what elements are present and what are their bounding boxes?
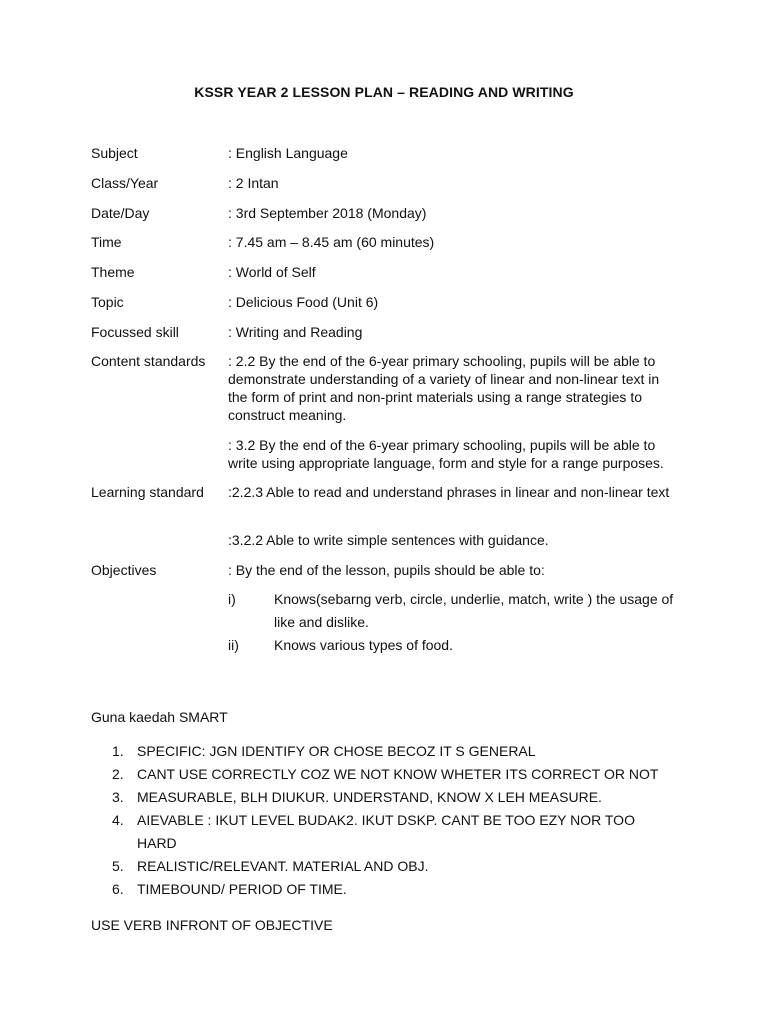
field-label: Content standards xyxy=(91,353,206,369)
field-value: : 7.45 am – 8.45 am (60 minutes) xyxy=(228,234,435,250)
field-label: Class/Year xyxy=(91,175,159,191)
list-number: 1. xyxy=(112,743,124,759)
learning-standard-item: :2.2.3 Able to read and understand phrases in linear and non-linear text xyxy=(228,484,670,500)
content-standard-item: : 3.2 By the end of the 6-year primary schooling, pupils will be able to write using appropriate language, form and style for a range purposes. xyxy=(228,437,664,471)
objective-text: Knows various types of food. xyxy=(274,637,453,653)
objective-number: ii) xyxy=(228,637,239,653)
field-value: : 3rd September 2018 (Monday) xyxy=(228,205,427,221)
list-number: 4. xyxy=(112,812,124,828)
list-number: 3. xyxy=(112,789,124,805)
objective-number: i) xyxy=(228,591,236,607)
list-text: REALISTIC/RELEVANT. MATERIAL AND OBJ. xyxy=(137,858,429,874)
content-standard-item: : 2.2 By the end of the 6-year primary schooling, pupils will be able to demonstrate understanding of a variety of linear and non-linear text in the form of print and non-print materials using a range strategies to construct meaning. xyxy=(228,353,660,423)
list-text: MEASURABLE, BLH DIUKUR. UNDERSTAND, KNOW X LEH MEASURE. xyxy=(137,789,602,805)
list-number: 2. xyxy=(112,766,124,782)
list-text: SPECIFIC: JGN IDENTIFY OR CHOSE BECOZ IT S GENERAL xyxy=(137,743,536,759)
list-text: TIMEBOUND/ PERIOD OF TIME. xyxy=(137,881,347,897)
objective-text: Knows(sebarng verb, circle, underlie, match, write ) the usage of like and dislike. xyxy=(274,591,674,630)
field-label: Topic xyxy=(91,294,124,310)
field-value: : Writing and Reading xyxy=(228,324,363,340)
field-label: Focussed skill xyxy=(91,324,179,340)
notes-heading: Guna kaedah SMART xyxy=(91,709,228,725)
list-text: CANT USE CORRECTLY COZ WE NOT KNOW WHETER ITS CORRECT OR NOT xyxy=(137,766,659,782)
field-value: : English Language xyxy=(228,145,348,161)
list-number: 6. xyxy=(112,881,124,897)
field-label: Subject xyxy=(91,145,138,161)
learning-standard-item: :3.2.2 Able to write simple sentences with guidance. xyxy=(228,532,549,548)
field-value: : World of Self xyxy=(228,264,316,280)
objectives-intro: : By the end of the lesson, pupils should be able to: xyxy=(228,562,545,578)
list-text: AIEVABLE : IKUT LEVEL BUDAK2. IKUT DSKP. CANT BE TOO EZY NOR TOO HARD xyxy=(137,812,635,851)
field-value: : Delicious Food (Unit 6) xyxy=(228,294,379,310)
field-label: Time xyxy=(91,234,122,250)
field-label: Theme xyxy=(91,264,135,280)
document-title: KSSR YEAR 2 LESSON PLAN – READING AND WRITING xyxy=(194,84,574,100)
field-label: Learning standard xyxy=(91,484,204,500)
field-label: Objectives xyxy=(91,562,157,578)
list-number: 5. xyxy=(112,858,124,874)
field-value: : 2 Intan xyxy=(228,175,279,191)
field-label: Date/Day xyxy=(91,205,150,221)
notes-footer: USE VERB INFRONT OF OBJECTIVE xyxy=(91,917,333,933)
